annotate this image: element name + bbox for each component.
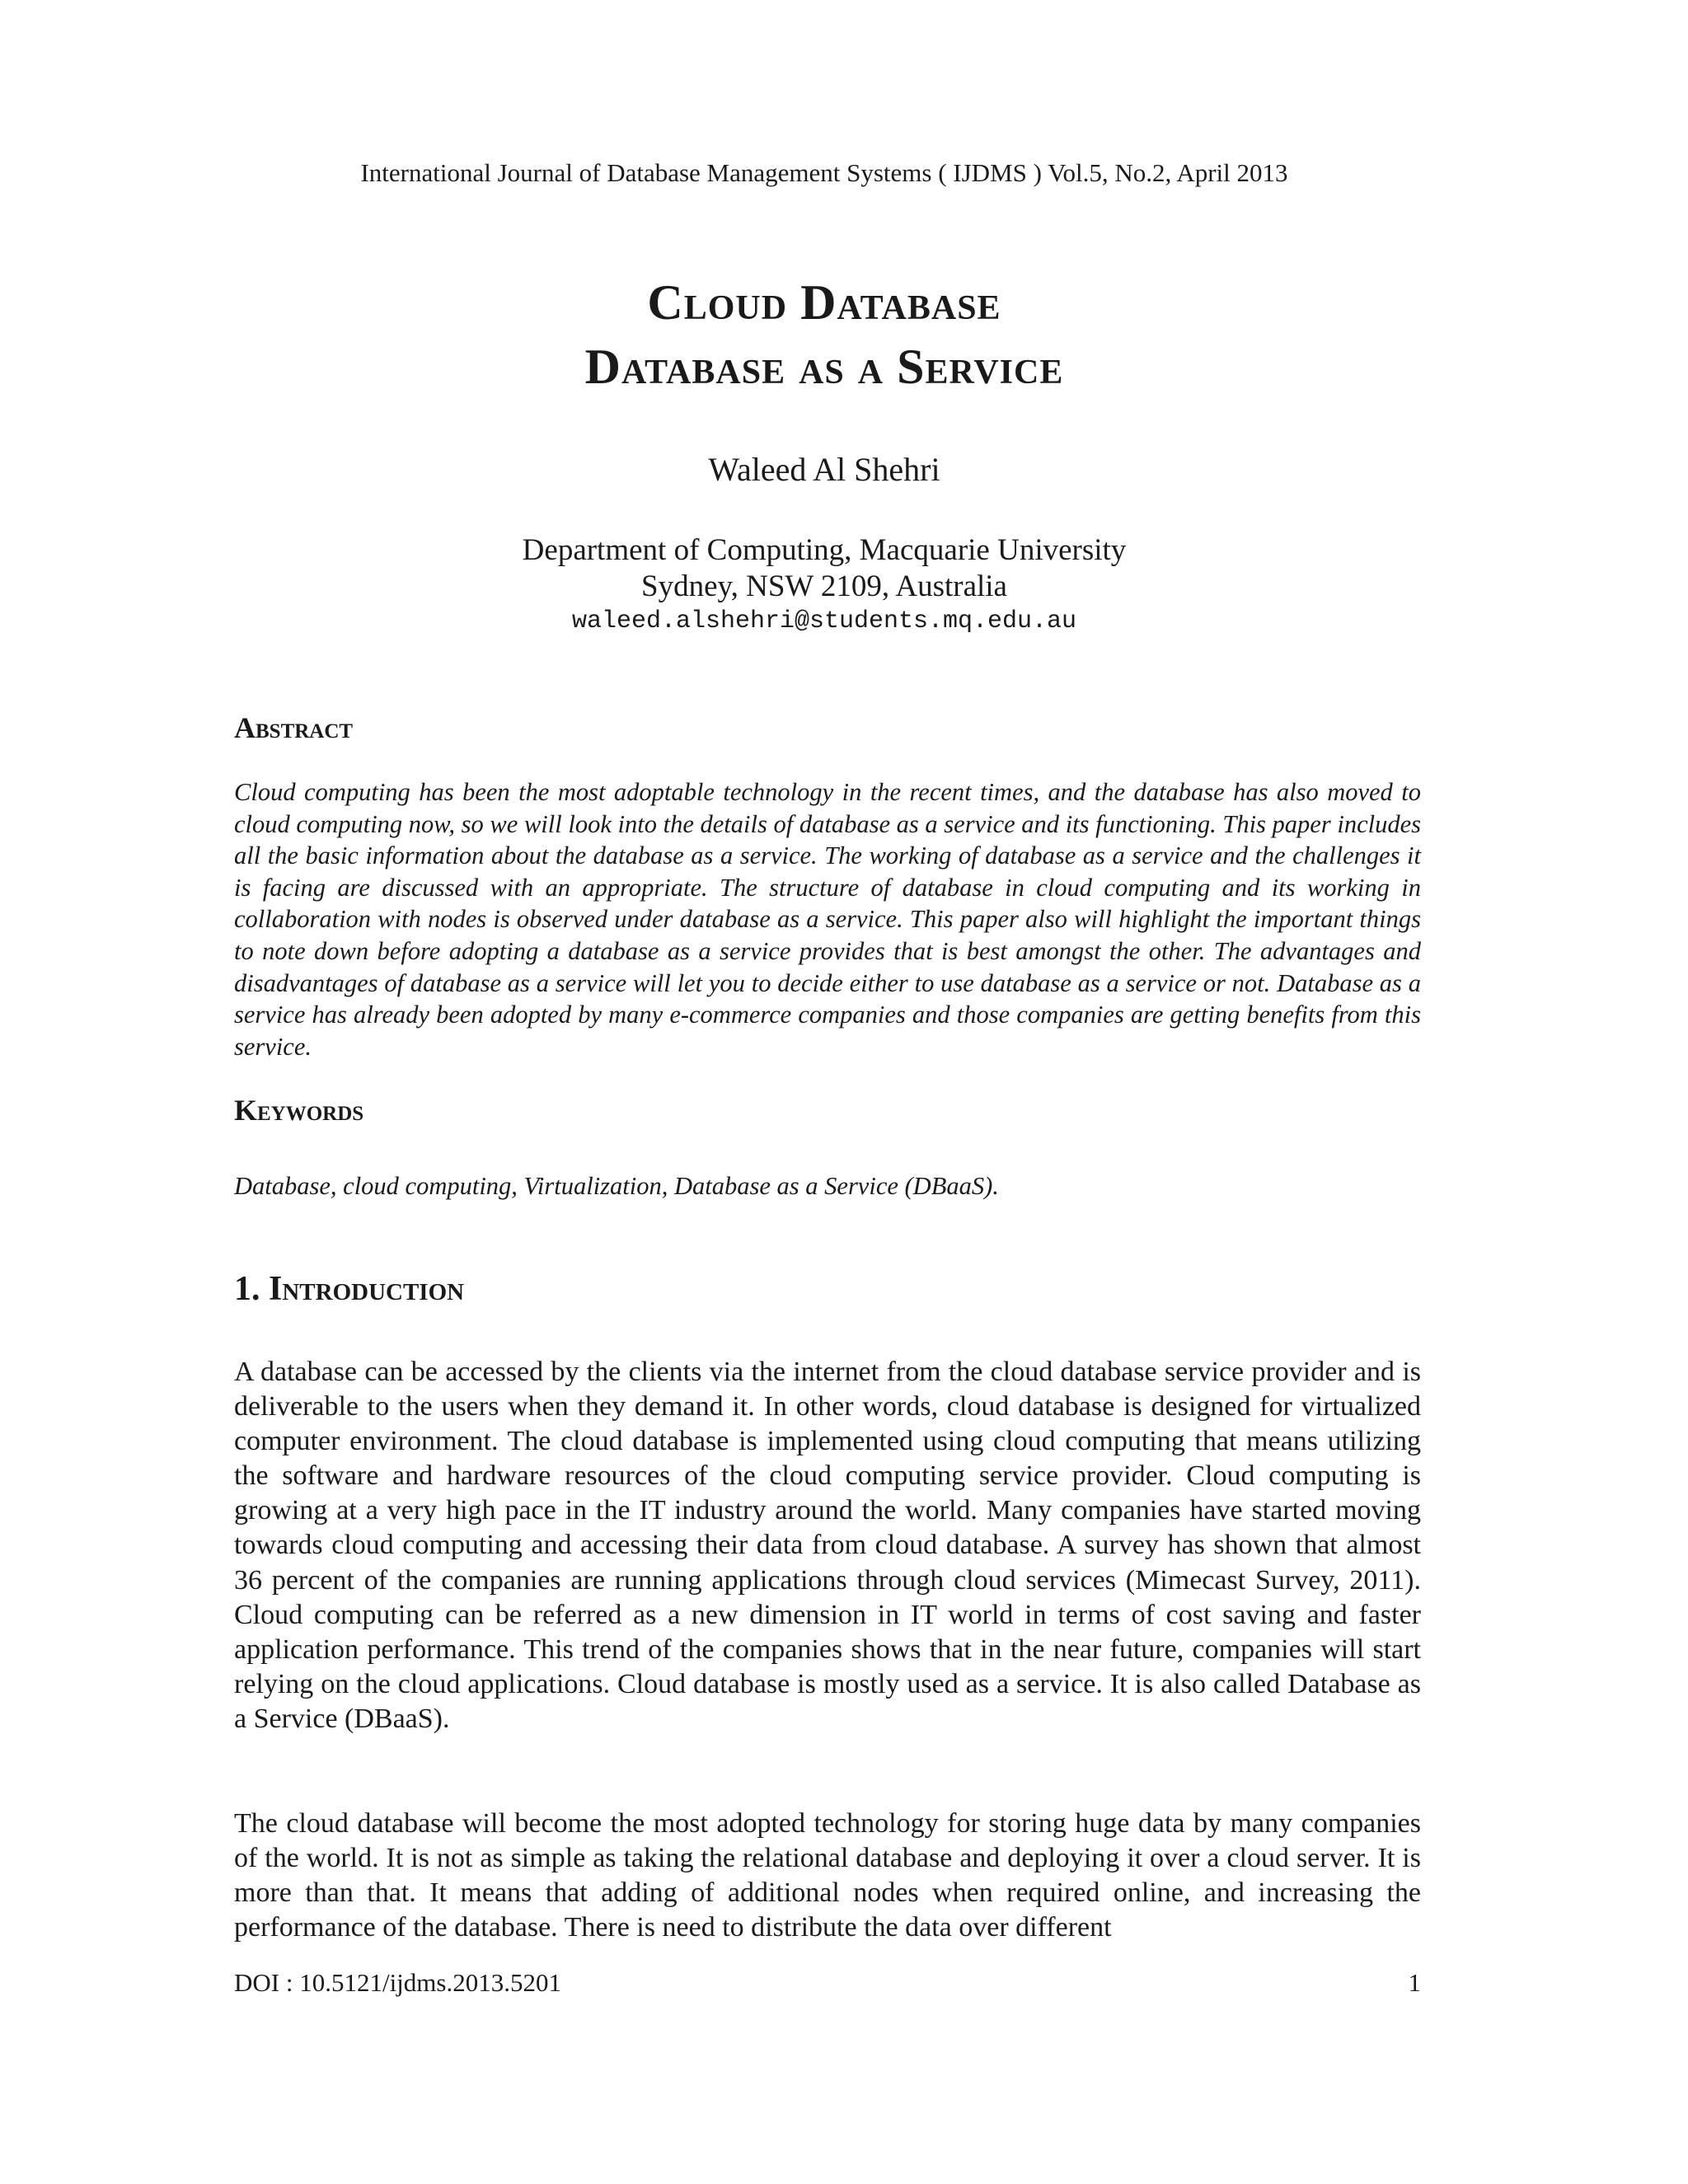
title-line-1: Cloud Database <box>647 275 1001 330</box>
abstract-text: Cloud computing has been the most adoptable technology in the recent times, and the database has also moved to cloud computing now, so we will look into the details of database as a service and its functioning. This paper includes all the basic information about the database as a service. The working of database as a service and the challenges it is facing are discussed with an appropriate. The structure of database in cloud computing and its working in collaboration with nodes is observed under database as a service. This paper also will highlight the important things to note down before adopting a database as a service provides that is best amongst the other. The advantages and disadvantages of database as a service will let you to decide either to use database as a service or not. Database as a service has already been adopted by many e-commerce companies and those companies are getting benefits from this service. <box>234 778 1421 1061</box>
title-line-2: Database as a Service <box>584 340 1064 394</box>
introduction-paragraph-2: The cloud database will become the most adopted technology for storing huge data by many companies of the world. It is not as simple as taking the relational database and deploying it over a cloud server. It is more than that. It means that adding of additional nodes when required online, and increasing the performance of the database. There is need to distribute the data over different <box>234 1808 1421 1943</box>
introduction-heading: 1. Introduction <box>234 1270 465 1308</box>
doi: DOI : 10.5121/ijdms.2013.5201 <box>234 1968 561 1997</box>
location: Sydney, NSW 2109, Australia <box>641 569 1007 603</box>
page-footer <box>234 1968 1421 1998</box>
department: Department of Computing, Macquarie University <box>522 533 1127 567</box>
introduction-paragraph-1: A database can be accessed by the clients via the internet from the cloud database service provider and is deliverable to the users when they demand it. In other words, cloud database is designed for virtualized computer environment. The cloud database is implemented using cloud computing that means utilizing the software and hardware resources of the cloud computing service provider. Cloud computing is growing at a very high pace in the IT industry around the world. Many companies have started moving towards cloud computing and accessing their data from cloud database. A survey has shown that almost 36 percent of the companies are running applications through cloud services (Mimecast Survey, 2011). Cloud computing can be referred as a new dimension in IT world in terms of cost saving and faster application performance. This trend of the companies shows that in the near future, companies will start relying on the cloud applications. Cloud database is mostly used as a service. It is also called Database as a Service (DBaaS). <box>234 1357 1421 1734</box>
author-affiliation <box>0 532 1648 638</box>
running-header: International Journal of Database Management Systems ( IJDMS ) Vol.5, No.2, April 2013 <box>360 158 1288 187</box>
page-number: 1 <box>1408 1968 1421 1997</box>
author-email: waleed.alshehri@students.mq.edu.au <box>571 607 1077 635</box>
paper-title <box>0 270 1648 399</box>
author-name: Waleed Al Shehri <box>708 451 940 488</box>
keywords-text: Database, cloud computing, Virtualization, Database as a Service (DBaaS). <box>234 1172 999 1200</box>
abstract-heading: Abstract <box>234 711 354 744</box>
keywords-heading: Keywords <box>234 1094 364 1127</box>
